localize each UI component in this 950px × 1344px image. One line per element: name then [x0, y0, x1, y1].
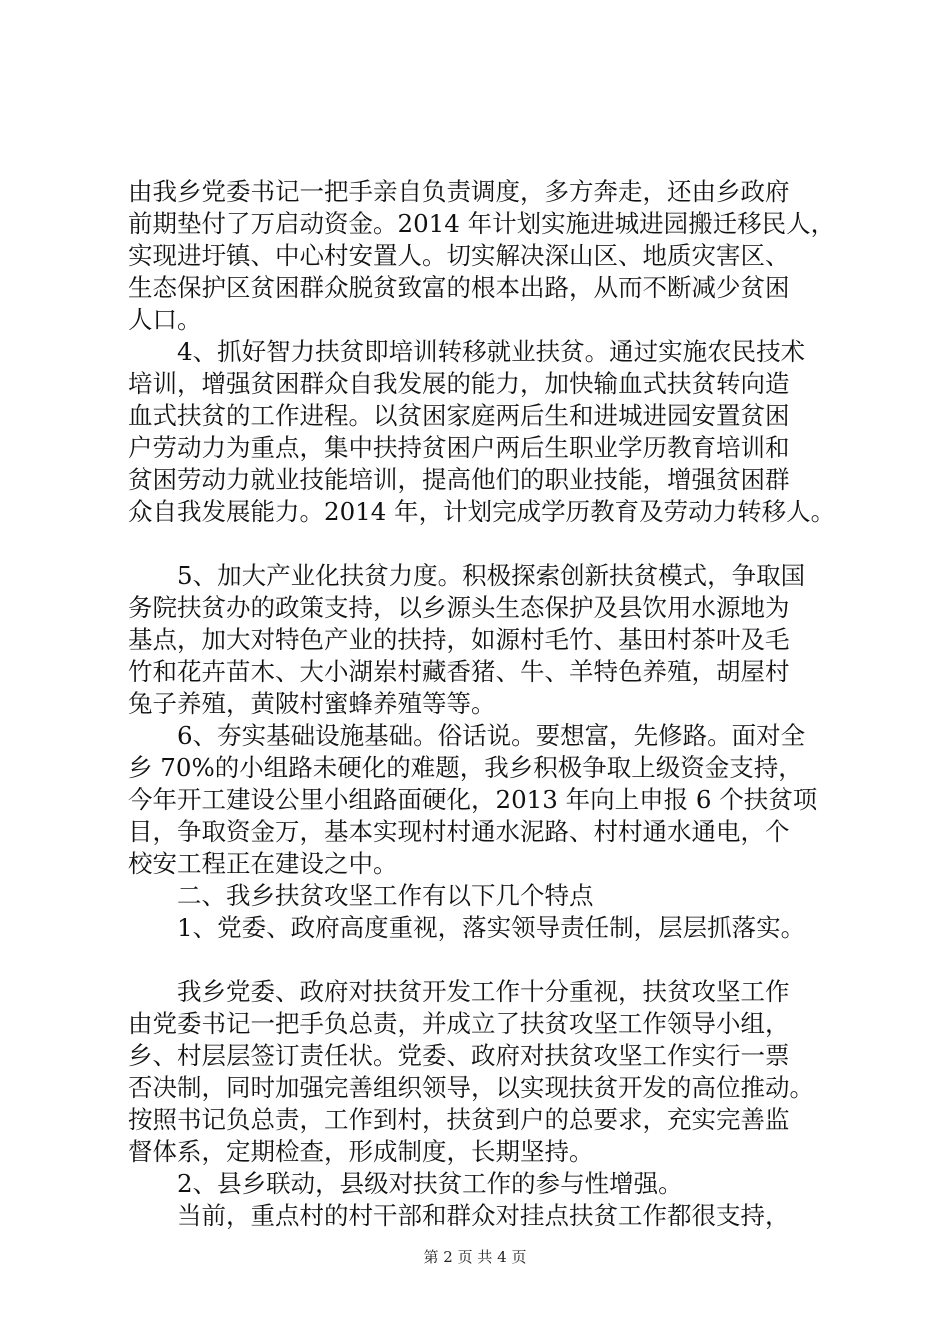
text-line: 血式扶贫的工作进程。以贫困家庭两后生和进城进园安置贫困 [128, 401, 790, 430]
text-line: 生态保护区贫困群众脱贫致富的根本出路，从而不断减少贫困 [128, 273, 790, 302]
paragraph-start: 5、加大产业化扶贫力度。积极探索创新扶贫模式，争取国 [177, 561, 806, 590]
text-line: 实现进圩镇、中心村安置人。切实解决深山区、地质灾害区、 [128, 241, 790, 270]
text-line: 目，争取资金万，基本实现村村通水泥路、村村通水通电，个 [128, 817, 790, 846]
section-heading: 二、我乡扶贫攻坚工作有以下几个特点 [177, 881, 594, 910]
text-line: 乡 70%的小组路未硬化的难题，我乡积极争取上级资金支持， [128, 753, 803, 782]
paragraph-start: 1、党委、政府高度重视，落实领导责任制，层层抓落实。 [177, 913, 806, 942]
text-line: 培训，增强贫困群众自我发展的能力，加快输血式扶贫转向造 [128, 369, 790, 398]
text-line: 按照书记负总责，工作到村，扶贫到户的总要求，充实完善监 [128, 1105, 790, 1134]
paragraph-start: 当前，重点村的村干部和群众对挂点扶贫工作都很支持， [177, 1201, 790, 1230]
paragraph-start: 我乡党委、政府对扶贫开发工作十分重视，扶贫攻坚工作 [177, 977, 790, 1006]
text-line: 前期垫付了万启动资金。2014 年计划实施进城进园搬迁移民人， [128, 209, 836, 238]
paragraph-start: 2、县乡联动，县级对扶贫工作的参与性增强。 [177, 1169, 683, 1198]
text-line: 校安工程正在建设之中。 [128, 849, 398, 878]
text-line: 众自我发展能力。2014 年，计划完成学历教育及劳动力转移人。 [128, 497, 836, 526]
text-line: 督体系，定期检查，形成制度，长期坚持。 [128, 1137, 594, 1166]
text-line: 今年开工建设公里小组路面硬化，2013 年向上申报 6 个扶贫项 [128, 785, 818, 814]
text-line: 贫困劳动力就业技能培训，提高他们的职业技能，增强贫困群 [128, 465, 790, 494]
text-line: 人口。 [128, 305, 202, 334]
text-line: 否决制，同时加强完善组织领导，以实现扶贫开发的高位推动。 [128, 1073, 814, 1102]
paragraph-start: 6、夯实基础设施基础。俗话说。要想富，先修路。面对全 [177, 721, 806, 750]
text-line: 基点，加大对特色产业的扶持，如源村毛竹、基田村茶叶及毛 [128, 625, 790, 654]
text-line: 由党委书记一把手负总责，并成立了扶贫攻坚工作领导小组， [128, 1009, 790, 1038]
text-line: 户劳动力为重点，集中扶持贫困户两后生职业学历教育培训和 [128, 433, 790, 462]
text-line: 务院扶贫办的政策支持，以乡源头生态保护及县饮用水源地为 [128, 593, 790, 622]
text-line: 乡、村层层签订责任状。党委、政府对扶贫攻坚工作实行一票 [128, 1041, 790, 1070]
text-line: 竹和花卉苗木、大小湖岽村藏香猪、牛、羊特色养殖，胡屋村 [128, 657, 790, 686]
paragraph-start: 4、抓好智力扶贫即培训转移就业扶贫。通过实施农民技术 [177, 337, 806, 366]
text-line: 兔子养殖，黄陂村蜜蜂养殖等等。 [128, 689, 496, 718]
text-line: 由我乡党委书记一把手亲自负责调度，多方奔走，还由乡政府 [128, 177, 790, 206]
page-number-footer: 第 2 页 共 4 页 [423, 1248, 527, 1266]
